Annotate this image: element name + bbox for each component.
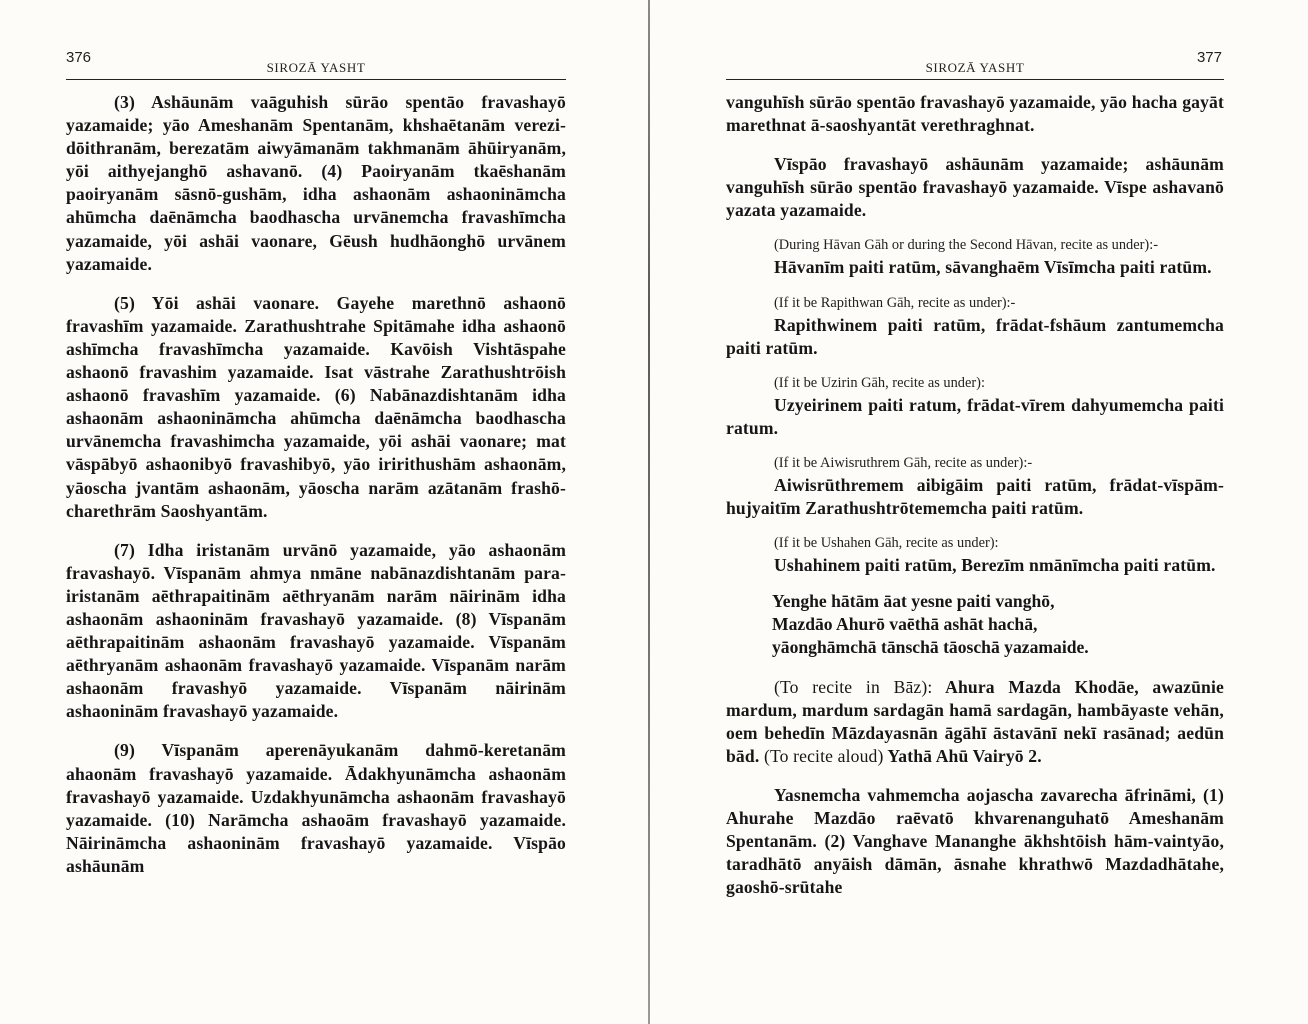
instruction-havan: (During Hāvan Gāh or during the Second Hāvan, recite as under):- <box>774 237 1159 254</box>
instruction-ushahen: (If it be Ushahen Gāh, recite as under): <box>774 535 999 552</box>
aloud-instruction: (To recite aloud) <box>763 745 884 766</box>
yenghe-hatam-verse <box>726 590 1224 659</box>
header-rule <box>726 79 1224 80</box>
instruction-aiwisruthrem: (If it be Aiwisruthrem Gāh, recite as under):- <box>774 454 1033 471</box>
page-body <box>726 91 1224 899</box>
recitation-rapithwan: Rapithwinem paiti ratūm, frādat-fshāum zantumemcha paiti ratūm. <box>726 314 1224 358</box>
baz-instruction: (To recite in Bāz): <box>774 676 933 697</box>
paragraph-9-10: (9) Vīspanām aperenāyukanām dahmō-keretanām ahaonām fravashayō yazamaide. Ādakhyunāmcha ashaonām fravashayō yazamaide. Uzdakhyunāmcha ashaonām fravashayō yazamaide. (10) Narāmcha ashaoām fravashayō yazamaide. Nāirināmcha ashaoninām fravashayō yazamaide. Vīspāo ashāunām <box>66 740 566 876</box>
book-gutter <box>648 0 650 1024</box>
verse-line: yāonghāmchā tānschā tāoschā yazamaide. <box>772 637 1089 658</box>
aloud-text: Yathā Ahū Vairyō 2. <box>887 745 1042 766</box>
header-rule <box>66 79 566 80</box>
recitation-ushahen: Ushahinem paiti ratūm, Berezīm nmānīmcha paiti ratūm. <box>774 555 1216 576</box>
running-head: SIROZĀ YASHT <box>266 60 366 75</box>
left-page <box>66 0 566 1024</box>
paragraph-7-8: (7) Idha iristanām urvānō yazamaide, yāo ashaonām fravashayō. Vīspanām ahmya nmāne nabānazdishtanām para-iristanām aēthrapaitinām aēthryanām narām nāirinām idha ashaonām ashaoninām fravashayō yazamaide. (8) Vīspanām aēthrapaitinām ashaonām fravashayō yazamaide. Vīspanām aēthryanām ashaonām fravashayō yazamaide. Vīspanām narām ashaonām fravashyō yazamaide. Vīspanām nāirinām ashaoninām fravashayō yazamaide. <box>66 539 566 722</box>
baz-text: Ahura Mazda Khodāe, awazūnie mardum, mardum sardagān hamā sardagān, hambāyaste vehān, oem behedīn Māzdayasnān āgāhī āstavānī nekī rasānad; aedūn bād. <box>726 676 1224 766</box>
running-head: SIROZĀ YASHT <box>925 60 1025 75</box>
instruction-uzirin: (If it be Uzirin Gāh, recite as under): <box>774 374 985 391</box>
page-number: 377 <box>1196 49 1222 66</box>
page-body <box>66 91 566 878</box>
recitation-havan: Hāvanīm paiti ratūm, sāvanghaēm Vīsīmcha paiti ratūm. <box>774 257 1212 278</box>
page-number: 376 <box>66 49 92 66</box>
verse-line: Mazdāo Ahurō vaēthā ashāt hachā, <box>772 614 1038 635</box>
right-page <box>726 0 1224 1024</box>
yasnemcha-paragraph: Yasnemcha vahmemcha aojascha zavarecha āfrināmi, (1) Ahurahe Mazdāo raēvatō khvarenanguhatō Ameshanām Spentanām. (2) Vanghave Mananghe ākhshtōish hām-vaintyāo, taradhātō anyāish dāmān, āsnahe khrathwō Mazdadhātahe, gaoshō-srūtahe <box>726 784 1224 898</box>
recitation-aiwisruthrem: Aiwisrūthremem aibigāim paiti ratūm, frādat-vīspām-hujyaitīm Zarathushtrōtememcha paiti ratūm. <box>726 474 1224 519</box>
paragraph-5-6: (5) Yōi ashāi vaonare. Gayehe marethnō ashaonō fravashīm yazamaide. Zarathushtrahe Spitāmahe idha ashaonō ashīmcha fravashīmcha yazamaide. Kavōish Vishtāspahe ashaonō fravashim yazamaide. Isat vāstrahe Zarathushtrōish ashaonō fravashīm yazamaide. (6) Nabānazdishtanām idha ashaonām ashaonināmcha ahūmcha daēnāmcha baodhascha urvānemcha fravashimcha yazamaide, yōi ashāi vaonare; mat vāspābyō ashaonibyō fravashibyō, yāo iririthushām ashaonām, yāoscha jvantām ashaonām, yāoscha narām azātanām frashō-charethrām Saoshyantām. <box>66 292 566 521</box>
vispao-paragraph: Vīspāo fravashayō ashāunām yazamaide; ashāunām vanguhīsh sūrāo spentāo fravashayō yazamaide. Vīspe ashavanō yazata yazamaide. <box>726 154 1224 221</box>
paragraph-3-4: (3) Ashāunām vaāguhish sūrāo spentāo fravashayō yazamaide; yāo Ameshanām Spentanām, khshaētanām verezi-dōithranām, berezatām aiwyāmanām takhmanām āhūiryanām, yōi aithyejanghō ashavanō. (4) Paoiryanām tkaēshanām paoiryanām sāsnō-gushām, idha ashaonām ashaonināmcha ahūmcha daēnāmcha baodhascha urvānemcha fravashīmcha yazamaide, yōi ashāi vaonare, Gēush hudhāonghō urvānem yazamaide. <box>66 92 566 274</box>
baz-paragraph <box>726 676 1224 768</box>
verse-line: Yenghe hātām āat yesne paiti vanghō, <box>772 591 1055 612</box>
continuation-paragraph: vanguhīsh sūrāo spentāo fravashayō yazamaide, yāo hacha gayāt marethnat ā-saoshyantāt verethraghnat. <box>726 92 1224 136</box>
instruction-rapithwan: (If it be Rapithwan Gāh, recite as under):- <box>774 294 1016 311</box>
recitation-uzirin: Uzyeirinem paiti ratum, frādat-vīrem dahyumemcha paiti ratum. <box>726 394 1224 438</box>
